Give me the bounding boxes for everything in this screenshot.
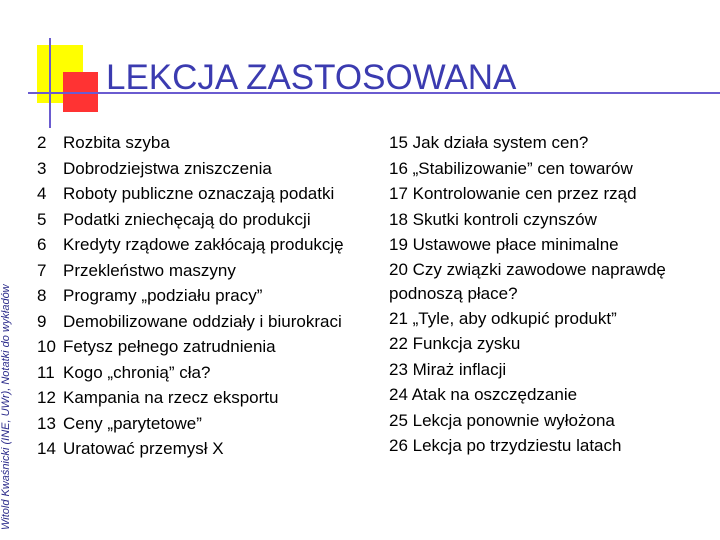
lesson-list-right: [389, 130, 714, 459]
item-number: 9: [37, 311, 47, 331]
list-item: [37, 385, 372, 411]
item-text: Programy „podziału pracy”: [63, 286, 263, 305]
list-item: [37, 181, 372, 207]
list-item: [37, 283, 372, 309]
list-item: 26 Lekcja po trzydziestu latach: [389, 436, 622, 455]
list-item: [37, 258, 372, 284]
list-item: 24 Atak na oszczędzanie: [389, 385, 578, 404]
list-item: 17 Kontrolowanie cen przez rząd: [389, 184, 637, 203]
item-text: Przekleństwo maszyny: [63, 260, 236, 280]
item-number: 4: [37, 184, 47, 203]
item-number: 2: [37, 133, 47, 152]
item-number: 11: [37, 362, 55, 382]
item-number: 3: [37, 158, 47, 178]
item-text: Ceny „parytetowe”: [63, 413, 202, 433]
list-item: [37, 360, 372, 386]
list-item: 23 Miraż inflacji: [389, 359, 507, 379]
item-number: 5: [37, 209, 47, 229]
side-credit: Witold Kwaśnicki (INE, UWr), Notatki do wykładów: [0, 284, 12, 530]
list-item: 19 Ustawowe płace minimalne: [389, 235, 619, 254]
list-item: [37, 436, 372, 462]
item-text: Demobilizowane oddziały i biurokraci: [63, 311, 342, 331]
item-text: Kampania na rzecz eksportu: [63, 388, 279, 407]
list-item: 15 Jak działa system cen?: [389, 133, 589, 152]
list-item: [37, 232, 372, 258]
decor-vertical-line: [49, 38, 51, 128]
item-number: 8: [37, 286, 47, 305]
list-item: [37, 156, 372, 182]
item-number: 13: [37, 413, 56, 433]
item-text: Kogo „chronią” cła?: [63, 362, 211, 382]
item-number: 6: [37, 235, 47, 254]
item-text: Rozbita szyba: [63, 133, 170, 152]
item-text: Uratować przemysł X: [63, 439, 224, 458]
item-number: 10: [37, 337, 56, 356]
item-text: Podatki zniechęcają do produkcji: [63, 209, 311, 229]
list-item: [37, 130, 372, 156]
item-text: Fetysz pełnego zatrudnienia: [63, 337, 276, 356]
list-item: [37, 411, 372, 437]
item-text: Roboty publiczne oznaczają podatki: [63, 184, 335, 203]
slide-title: LEKCJA ZASTOSOWANA: [106, 58, 517, 97]
item-number: 12: [37, 388, 56, 407]
list-item: [37, 309, 372, 335]
list-item: 18 Skutki kontroli czynszów: [389, 209, 597, 229]
list-item: 25 Lekcja ponownie wyłożona: [389, 410, 615, 430]
item-number: 7: [37, 260, 47, 280]
item-text: Dobrodziejstwa zniszczenia: [63, 158, 272, 178]
list-item: 16 „Stabilizowanie” cen towarów: [389, 158, 633, 178]
item-text: Kredyty rządowe zakłócają produkcję: [63, 235, 344, 254]
list-item: 20 Czy związki zawodowe naprawdę podnoszą płace?: [389, 259, 666, 303]
list-item: 22 Funkcja zysku: [389, 334, 521, 353]
lesson-list-left: [37, 130, 372, 462]
list-item: [37, 207, 372, 233]
list-item: [37, 334, 372, 360]
list-item: 21 „Tyle, aby odkupić produkt”: [389, 308, 617, 328]
item-number: 14: [37, 439, 56, 458]
